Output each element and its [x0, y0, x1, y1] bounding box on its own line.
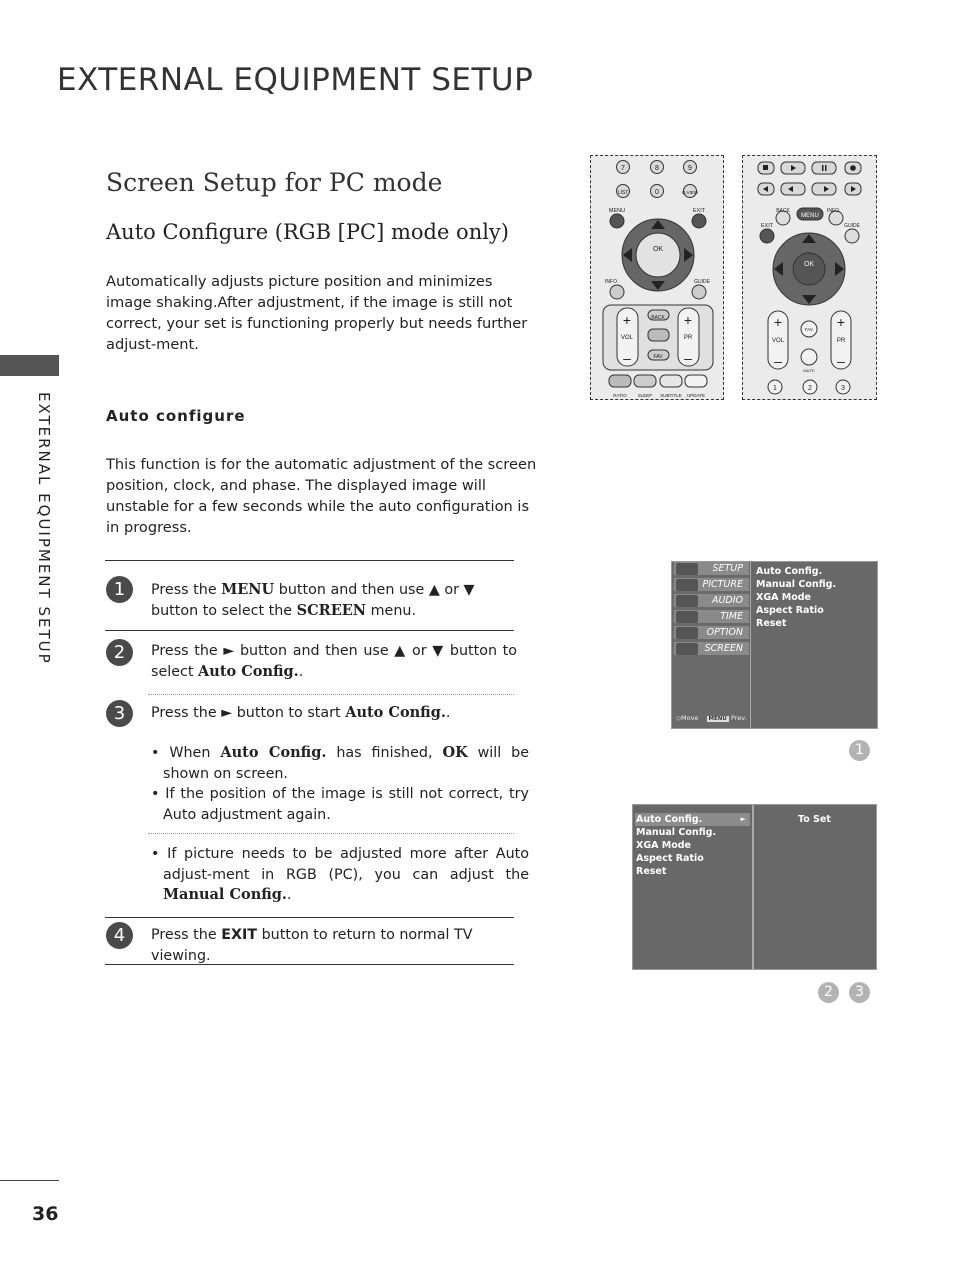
list-item-label: Auto Config.	[636, 814, 703, 825]
osd-footer	[676, 714, 747, 722]
sleep-label: SLEEP	[637, 393, 653, 398]
list-item-xga-mode[interactable]: XGA Mode	[636, 840, 692, 851]
info-label: INFO	[827, 208, 839, 214]
divider	[105, 964, 514, 965]
list-label: LIST	[617, 190, 629, 196]
menu-item-picture[interactable]	[674, 578, 749, 592]
step-1-number: 1	[106, 576, 133, 603]
pause-button[interactable]	[812, 162, 836, 174]
dotted-divider	[148, 694, 514, 695]
footer-prev-label: Prev.	[730, 714, 747, 722]
key-1-label: 1	[773, 385, 777, 392]
info-button[interactable]	[610, 285, 624, 299]
step-4-text: Press the EXIT button to return to normal TV viewing.	[151, 927, 473, 964]
qview-label: Q.VIEW	[681, 190, 699, 195]
step-badge-3: 3	[849, 982, 870, 1003]
menu-item-label: PICTURE	[702, 579, 743, 590]
step-4-number: 4	[106, 922, 133, 949]
menu-label: MENU	[801, 213, 819, 219]
record-icon	[850, 165, 856, 171]
picture-icon	[676, 579, 698, 591]
mute-button[interactable]	[801, 349, 817, 365]
pr-minus-icon: –	[684, 350, 692, 366]
guide-button[interactable]	[845, 229, 859, 243]
guide-button[interactable]	[692, 285, 706, 299]
ok-button[interactable]	[793, 253, 825, 285]
vol-plus-icon: +	[622, 312, 632, 328]
list-item-aspect-ratio[interactable]: Aspect Ratio	[636, 853, 704, 864]
step-2-number: 2	[106, 639, 133, 666]
osd-menu-sidebar	[672, 562, 751, 728]
ok-label: OK	[803, 261, 815, 268]
exit-label: EXIT	[692, 208, 706, 214]
menu-item-label: SCREEN	[704, 643, 743, 654]
page-number: 36	[32, 1203, 59, 1225]
menu-item-label: SETUP	[712, 563, 743, 574]
pr-minus-icon: –	[837, 353, 845, 369]
auto-configure-heading: Auto configure	[106, 407, 246, 425]
divider	[105, 917, 514, 918]
list-item-manual-config[interactable]: Manual Config.	[756, 579, 837, 590]
subtitle-button[interactable]	[660, 375, 682, 387]
option-icon	[676, 627, 698, 639]
side-tab-marker	[0, 355, 59, 376]
sleep-button[interactable]	[634, 375, 656, 387]
vol-label: VOL	[620, 335, 634, 341]
vol-label: VOL	[771, 338, 785, 344]
back-label: BACK	[776, 208, 790, 214]
list-item-reset[interactable]: Reset	[636, 866, 667, 877]
info-label: INFO	[605, 279, 617, 285]
footer-move-label: Move	[681, 714, 699, 722]
pr-label: PR	[836, 338, 846, 344]
right-arrow-icon: ►	[740, 815, 746, 823]
guide-label: GUIDE	[694, 279, 710, 285]
dotted-divider	[148, 833, 514, 834]
move-icon: ◇	[676, 714, 681, 722]
vol-minus-icon: –	[623, 350, 631, 366]
mute-label: MUTE	[803, 368, 815, 373]
pause-icon-bar	[825, 165, 827, 171]
list-item-reset[interactable]: Reset	[756, 618, 787, 629]
ratio-label: RATIO	[613, 393, 627, 398]
list-item-aspect-ratio[interactable]: Aspect Ratio	[756, 605, 824, 616]
auto-configure-body: This function is for the automatic adjustment of the screen position, clock, and phase. The displayed image will unstable for a few seconds while the auto configuration is in progress.	[106, 456, 537, 536]
step-3-bullet-2: • If the position of the image is still not correct, try Auto adjustment again.	[151, 786, 529, 823]
section-title: Screen Setup for PC mode	[106, 168, 443, 197]
pr-plus-icon: +	[683, 312, 693, 328]
key-0-label: 0	[655, 189, 659, 196]
key-7-label: 7	[621, 165, 625, 172]
guide-label: GUIDE	[844, 223, 860, 229]
key-3-label: 3	[841, 385, 845, 392]
menu-button[interactable]	[610, 214, 624, 228]
step-badge-1: 1	[849, 740, 870, 761]
sub-title: Auto Configure (RGB [PC] mode only)	[106, 220, 509, 244]
pause-icon	[822, 165, 824, 171]
list-item-auto-config[interactable]: Auto Config.	[756, 566, 823, 577]
menu-item-audio[interactable]	[674, 594, 749, 608]
to-set-label: To Set	[798, 814, 831, 825]
divider	[105, 630, 514, 631]
osd-submenu-list	[756, 565, 836, 630]
pr-plus-icon: +	[836, 314, 846, 330]
list-item-xga-mode[interactable]: XGA Mode	[756, 592, 812, 603]
exit-button[interactable]	[692, 214, 706, 228]
step-3-number: 3	[106, 700, 133, 727]
fav-button[interactable]	[648, 329, 669, 341]
exit-label: EXIT	[760, 223, 774, 229]
list-item-manual-config[interactable]: Manual Config.	[636, 827, 717, 838]
page-title: EXTERNAL EQUIPMENT SETUP	[57, 62, 534, 98]
screen-icon	[676, 643, 698, 655]
ratio-button[interactable]	[609, 375, 631, 387]
ok-button[interactable]	[636, 233, 680, 277]
menu-item-screen[interactable]	[674, 642, 749, 656]
pr-label: PR	[683, 335, 693, 341]
key-9-label: 9	[688, 165, 692, 172]
fav-label: FAV	[804, 327, 814, 332]
osd-menu-screen	[671, 561, 878, 729]
remote-control-left	[590, 155, 724, 400]
step-3-text: Press the ► button to start Auto Config..	[151, 704, 451, 721]
intro-text: Automatically adjusts picture position and minimizes image shaking.After adjustment, if the image is still not correct, your set is functioning properly but needs further adjust-ment.	[106, 273, 528, 353]
menu-label: MENU	[608, 208, 626, 214]
footer-rule	[0, 1180, 59, 1181]
step-1-text: Press the MENU button and then use ▲ or ▼ button to select the SCREEN menu.	[151, 581, 475, 619]
vol-plus-icon: +	[773, 314, 783, 330]
update-label: UPDATE	[687, 393, 705, 398]
list-item-auto-config[interactable]	[636, 813, 749, 826]
key-8-label: 8	[655, 165, 659, 172]
stop-icon	[763, 165, 768, 170]
time-icon	[676, 611, 698, 623]
menu-item-time[interactable]	[674, 610, 749, 624]
menu-item-option[interactable]	[674, 626, 749, 640]
menu-item-label: TIME	[720, 611, 743, 622]
divider	[105, 560, 514, 561]
ok-label: OK	[652, 246, 664, 253]
exit-button[interactable]	[760, 229, 774, 243]
back-label: BACK	[651, 315, 665, 321]
step-3-bullet-1: • When Auto Config. has finished, OK will be shown on screen.	[151, 744, 529, 782]
menu-item-setup[interactable]	[674, 562, 749, 576]
step-2-text: Press the ► button and then use ▲ or ▼ button to select Auto Config..	[151, 643, 517, 680]
fav-label: FAV	[653, 354, 663, 360]
audio-icon	[676, 595, 698, 607]
setup-icon	[676, 563, 698, 575]
step-badge-2: 2	[818, 982, 839, 1003]
remote-control-right	[742, 155, 877, 400]
osd-list-panel	[633, 805, 754, 969]
subtitle-label: SUBTITLE	[660, 393, 682, 398]
osd-submenu-list	[636, 813, 749, 878]
menu-item-label: AUDIO	[711, 595, 743, 606]
osd-auto-config-screen	[632, 804, 877, 970]
side-label: EXTERNAL EQUIPMENT SETUP	[35, 392, 53, 665]
footer-menu-key: MENU	[708, 716, 727, 722]
key-2-label: 2	[808, 385, 812, 392]
update-button[interactable]	[685, 375, 707, 387]
step-3-bullet-3: • If picture needs to be adjusted more after Auto adjust-ment in RGB (PC), you can adjust the Manual Config..	[151, 846, 529, 903]
menu-item-label: OPTION	[706, 627, 743, 638]
vol-minus-icon: –	[774, 353, 782, 369]
